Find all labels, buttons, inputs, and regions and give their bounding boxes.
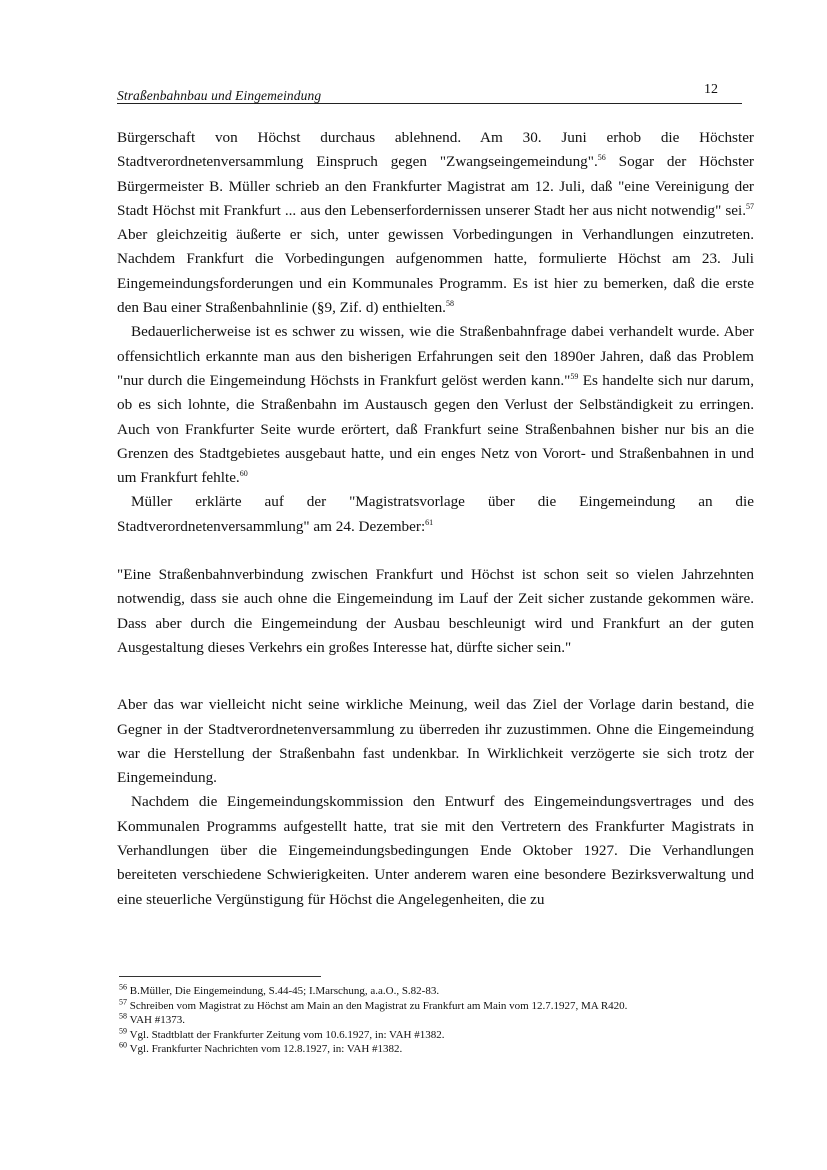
footnote-number: 60 <box>119 1040 127 1050</box>
footnote-ref-60: 60 <box>239 469 248 479</box>
footnote-57 <box>119 996 779 1014</box>
footnote-text: VAH #1373. <box>129 1014 185 1027</box>
footnote-text: Schreiben vom Magistrat zu Höchst am Main an den Magistrat zu Frankfurt am Main vom 12.7.1927, MA R420. <box>129 999 628 1012</box>
footnote-text: Vgl. Frankfurter Nachrichten vom 12.8.1927, in: VAH #1382. <box>129 1043 403 1056</box>
footnote-ref-58: 58 <box>445 299 454 309</box>
footnote-rule <box>119 976 321 977</box>
footnote-ref-61: 61 <box>425 517 434 527</box>
paragraph-2-part-a: Bedauerlicherweise ist es schwer zu wissen, wie die Straßenbahnfrage dabei verhandelt wurde. Aber offensichtlich erkannte man aus den bisherigen Erfahrungen seit den 1890er Jahren, daß das Problem "nur durch die Eingemeindung Höchsts in Frankfurt gelöst werden kann." <box>117 323 754 389</box>
footnote-ref-57: 57 <box>746 201 754 211</box>
paragraph-3 <box>117 490 754 539</box>
block-quote: "Eine Straßenbahnverbindung zwischen Frankfurt und Höchst ist schon seit so vielen Jahrzehnten notwendig, dass sie auch ohne die Eingemeindung im Lauf der Zeit sicher zustande gekommen wäre. Dass aber durch die Eingemeindung der Ausbau beschleunigt wird und Frankfurt an der guten Ausgestaltung dieses Verkehrs ein großes Interesse hat, dürfte sicher sein." <box>117 566 754 656</box>
footnote-ref-59: 59 <box>570 371 579 381</box>
footnote-number: 58 <box>119 1011 127 1021</box>
footnote-text: B.Müller, Die Eingemeindung, S.44-45; I.Marschung, a.a.O., S.82-83. <box>129 985 440 997</box>
header-rule <box>117 103 742 104</box>
footnote-ref-56: 56 <box>597 153 606 163</box>
footnote-text: Vgl. Stadtblatt der Frankfurter Zeitung vom 10.6.1927, in: VAH #1382. <box>129 1028 445 1041</box>
paragraph-3-text: Müller erklärte auf der "Magistratsvorlage über die Eingemeindung an die Stadtverordnetenversammlung" am 24. Dezember: <box>117 493 754 535</box>
paragraph-4: Aber das war vielleicht nicht seine wirkliche Meinung, weil das Ziel der Vorlage darin bestand, die Gegner in der Stadtverordnetenversammlung zu überreden ihr zuzustimmen. Ohne die Eingemeindung war die Herstellung der Straßenbahn fast undenkbar. In Wirklichkeit verzögerte sie sich trotz der Eingemeindung. <box>117 696 754 787</box>
footnote-number: 56 <box>119 982 127 992</box>
paragraph-5: Nachdem die Eingemeindungskommission den Entwurf des Eingemeindungsvertrages und des Kommunalen Programms aufgestellt hatte, trat sie mit den Vertretern des Frankfurter Magistrats in Verhandlungen über die Eingemeindungsbedingungen Ende Oktober 1927. Die Verhandlungen bereiteten verschiedene Schwierigkeiten. Unter anderem waren eine besondere Bezirksverwaltung und eine steuerliche Vergünstigung für Höchst die Angelegenheiten, die zu <box>117 793 754 908</box>
body-text <box>117 126 754 912</box>
page-number: 12 <box>704 82 718 97</box>
footnote-59 <box>119 1028 779 1043</box>
footnote-56 <box>119 984 779 999</box>
paragraph-1-part-a: Bürgerschaft von Höchst durchaus ablehnend. Am 30. Juni erhob die Höchster Stadtverordnetenversammlung Einspruch gegen "Zwangseingemeindung". <box>117 129 754 171</box>
paragraph-2 <box>117 320 754 490</box>
paragraph-1-part-b: Sogar der Höchster Bürgermeister B. Müller schrieb an den Frankfurter Magistrat am 12. Juli, daß "eine Vereinigung der Stadt Höchst mit Frankfurt ... aus den Lebenserfordernissen unserer Stadt her aus nicht notwendig" sei. <box>117 153 754 219</box>
paragraph-1-part-c: Aber gleichzeitig äußerte er sich, unter gewissen Vorbedingungen in Verhandlungen einzutreten. Nachdem Frankfurt die Vorbedingungen aufgenommen hatte, formulierte Höchst am 23. Juli Eingemeindungsforderungen und ein Kommunales Programm. Es ist hier zu bemerken, daß die erste den Bau einer Straßenbahnlinie (§9, Zif. d) enthielten. <box>117 226 754 317</box>
footnote-number: 57 <box>119 996 127 1006</box>
paragraph-1 <box>117 126 754 320</box>
paragraph-2-part-b: Es handelte sich nur darum, ob es sich lohnte, die Straßenbahn im Austausch gegen den Verlust der Selbständigkeit zu erringen. Auch von Frankfurter Seite wurde erörtert, daß Frankfurt seine Straßenbahnen bisher nur bis an die Grenzen des Stadtgebietes ausgebaut hatte, und ein enges Netz von Vorort- und Straßenbahnen in und um Frankfurt fehlte. <box>117 371 754 487</box>
footnotes <box>119 984 779 1057</box>
footnote-number: 59 <box>119 1026 127 1036</box>
footnote-60 <box>119 1042 779 1057</box>
header-title: Straßenbahnbau und Eingemeindung <box>117 88 322 103</box>
running-header <box>117 82 742 106</box>
footnote-58 <box>119 1013 779 1028</box>
